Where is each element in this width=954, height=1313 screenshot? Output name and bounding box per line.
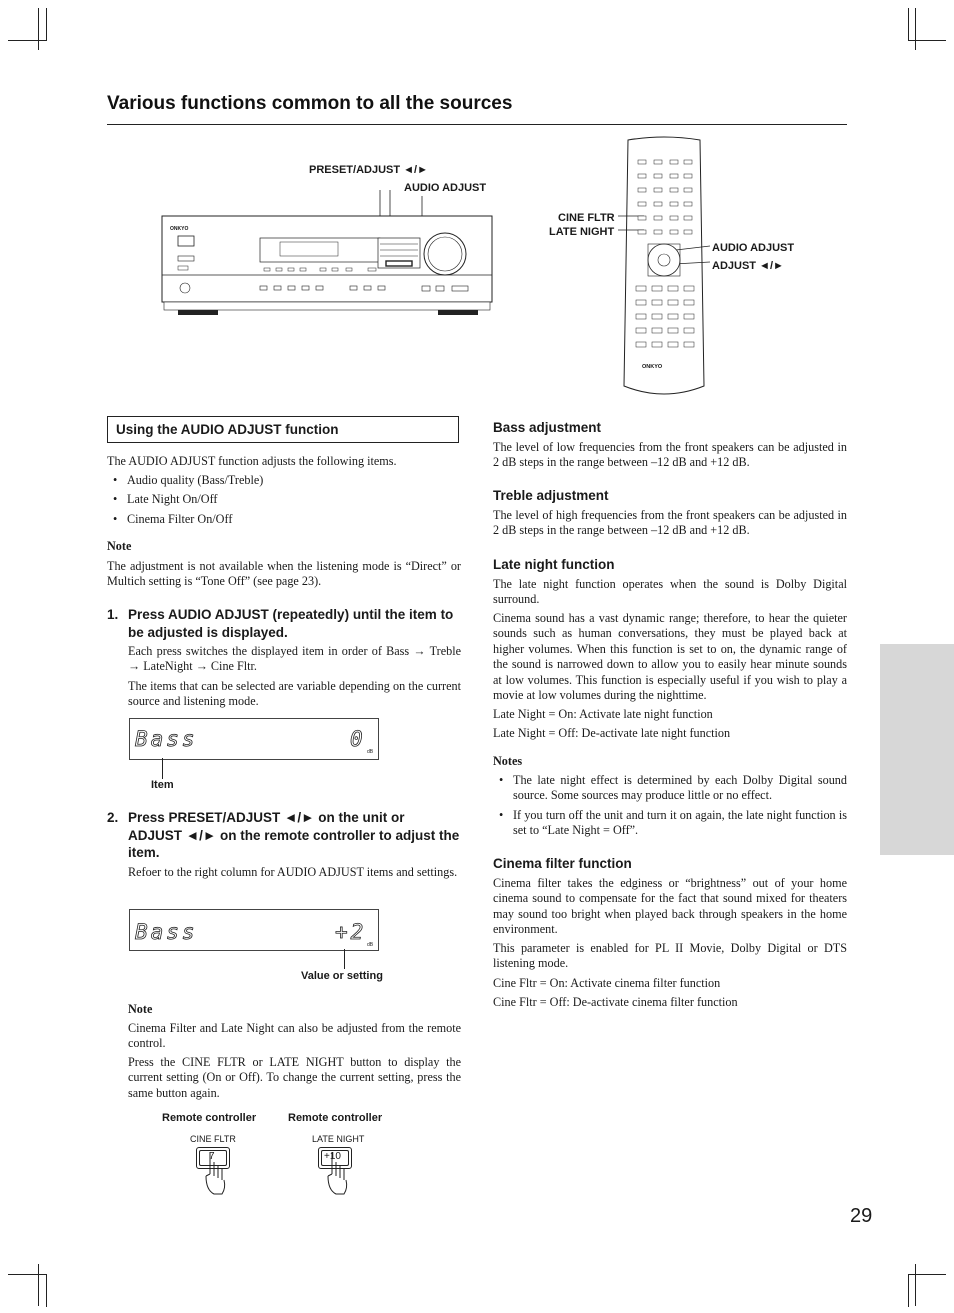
button-key: +10 (324, 1151, 341, 1162)
notes-heading: Notes (493, 754, 523, 768)
leader-line (344, 949, 345, 969)
remote-caption: Remote controller (288, 1112, 383, 1124)
late-night-off: Late Night = Off: De-activate late night function (493, 726, 731, 740)
notes-list (493, 773, 847, 843)
list-item: • Late Night On/Off (107, 490, 461, 509)
intro-text: The AUDIO ADJUST function adjusts the following items. (107, 454, 397, 468)
step-heading: Press PRESET/ADJUST ◄/► on the unit or ADJUST ◄/► on the remote controller to adjust the item. (128, 810, 460, 860)
display-panel (129, 718, 379, 760)
late-night-callout: LATE NIGHT (549, 226, 615, 238)
crop-mark (38, 8, 39, 50)
adjust-items-list (107, 471, 461, 529)
cinema-heading: Cinema filter function (493, 856, 632, 871)
treble-text: The level of high frequencies from the front speakers can be adjusted in 2 dB steps in the range between –12 dB and +12 dB. (493, 508, 847, 538)
treble-heading: Treble adjustment (493, 488, 609, 503)
crop-mark (46, 8, 47, 41)
note-heading: Note (107, 539, 132, 553)
pointing-hand-icon (200, 1150, 230, 1198)
svg-text:ONKYO: ONKYO (170, 226, 189, 232)
crop-mark (8, 40, 46, 41)
crop-mark (908, 8, 909, 41)
section-tab (880, 644, 954, 855)
step-heading: Press AUDIO ADJUST (repeatedly) until the item to be adjusted is displayed. (128, 607, 454, 640)
cinema-on: Cine Fltr = On: Activate cinema filter function (493, 976, 721, 990)
remote-adjust-callout: ADJUST ◄/► (712, 260, 784, 272)
late-night-on: Late Night = On: Activate late night function (493, 707, 713, 721)
list-item: • The late night effect is determined by each Dolby Digital sound source. Some sources may produce little or no effect. (493, 773, 847, 804)
step-number: 2. (107, 810, 119, 825)
step-text: Each press switches the displayed item in order of Bass → Treble → LateNight → Cine Fltr. (128, 644, 461, 674)
note-text: The adjustment is not available when the listening mode is “Direct” or Multich setting is “Tone Off” (see page 23). (107, 559, 461, 589)
display-panel (129, 909, 379, 951)
cinema-text: This parameter is enabled for PL II Movie, Dolby Digital or DTS listening mode. (493, 941, 847, 971)
audio-adjust-callout: AUDIO ADJUST (404, 182, 487, 194)
page-title: Various functions common to all the sources (107, 93, 513, 114)
list-item: • Cinema Filter On/Off (107, 510, 461, 529)
button-label: CINE FLTR (190, 1134, 236, 1144)
bass-text: The level of low frequencies from the front speakers can be adjusted in 2 dB steps in the range between –12 dB and +12 dB. (493, 440, 847, 470)
title-rule (107, 124, 847, 125)
late-night-heading: Late night function (493, 557, 615, 572)
display-value-text: +2 (335, 920, 367, 944)
remote-illustration (618, 136, 710, 400)
cinema-text: Cinema filter takes the edginess or “brightness” out of your home cinema sound to compensate for the fact that sound mixed for theaters may sound too bright when played back through speakers in the home environment. (493, 876, 847, 937)
remote-audio-adjust-callout: AUDIO ADJUST (712, 242, 795, 254)
receiver-illustration (160, 190, 495, 322)
note-text: Cinema Filter and Late Night can also be adjusted from the remote control. (128, 1021, 461, 1051)
crop-mark (38, 1264, 39, 1306)
display-caption: Value or setting (301, 970, 383, 982)
button-key: 7 (209, 1151, 215, 1162)
preset-adjust-callout: PRESET/ADJUST ◄/► (309, 164, 428, 176)
late-night-text: Cinema sound has a vast dynamic range; therefore, to hear the quieter sounds such as human conversations, they must be played back at higher volumes. When this function is set to on, the dynamic range of the sound is narrowed down to allow you to easily hear minute sounds at low volumes. This function is especially useful if you wish to play a movie at low volumes during the nighttime. (493, 611, 847, 703)
display-caption: Item (151, 779, 174, 791)
remote-brand: ONKYO (642, 364, 663, 370)
list-item: • If you turn off the unit and turn it on again, the late night function is set to “Late Night = Off”. (493, 808, 847, 839)
crop-mark (915, 1264, 916, 1306)
crop-mark (908, 1274, 909, 1307)
pointing-hand-icon (322, 1150, 352, 1198)
note-text: Press the CINE FLTR or LATE NIGHT button to display the current setting (On or Off). To change the current setting, press the same button again. (128, 1055, 461, 1100)
leader-line (162, 758, 163, 779)
page-number: 29 (850, 1205, 873, 1227)
crop-mark (46, 1274, 47, 1307)
display-value-text: 0 (350, 727, 366, 751)
button-label: LATE NIGHT (312, 1134, 365, 1144)
display-unit: dB (367, 942, 374, 948)
display-item-text: Bass (135, 727, 198, 751)
note-heading: Note (128, 1002, 153, 1016)
step-text: The items that can be selected are variable depending on the current source and listening mode. (128, 679, 461, 709)
crop-mark (908, 40, 946, 41)
remote-caption: Remote controller (162, 1112, 257, 1124)
cine-fltr-callout: CINE FLTR (558, 212, 615, 224)
late-night-text: The late night function operates when the sound is Dolby Digital surround. (493, 577, 847, 607)
display-unit: dB (367, 749, 374, 755)
display-item-text: Bass (135, 920, 198, 944)
list-item: • Audio quality (Bass/Treble) (107, 471, 461, 490)
bass-heading: Bass adjustment (493, 420, 602, 435)
section-heading-box: Using the AUDIO ADJUST function (107, 416, 459, 443)
crop-mark (915, 8, 916, 50)
cinema-off: Cine Fltr = Off: De-activate cinema filter function (493, 995, 738, 1009)
crop-mark (908, 1274, 946, 1275)
step-number: 1. (107, 607, 119, 622)
step-text: Refoer to the right column for AUDIO ADJUST items and settings. (128, 865, 458, 879)
crop-mark (8, 1274, 46, 1275)
